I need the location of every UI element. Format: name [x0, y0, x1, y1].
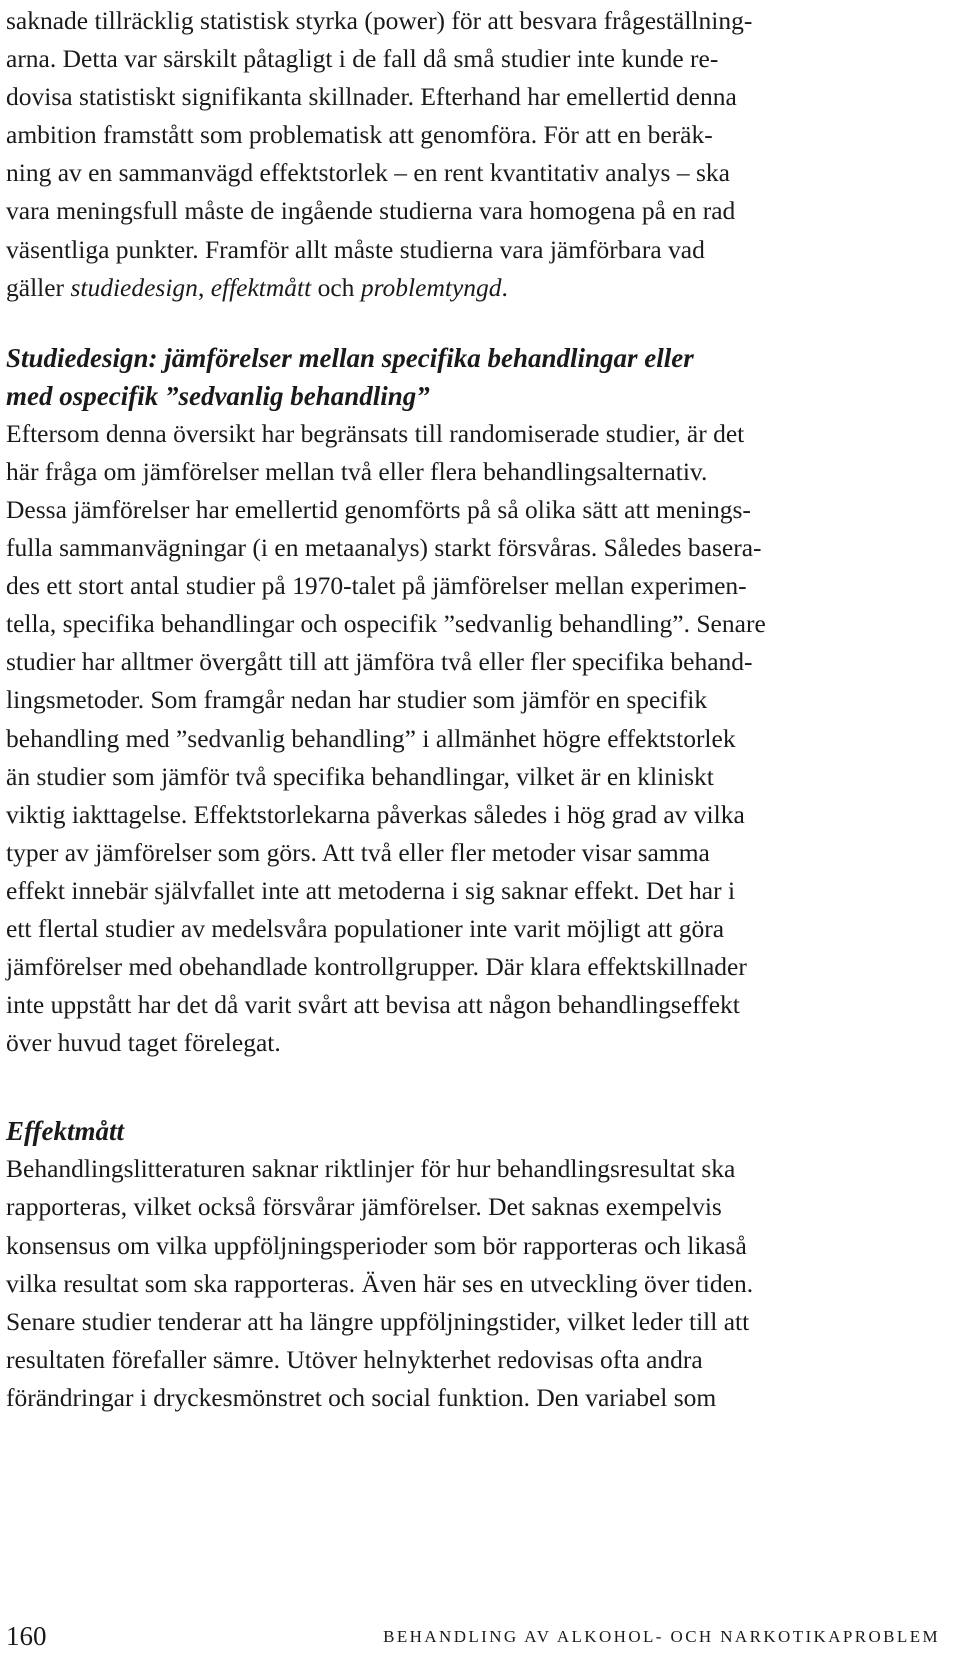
term-problemtyngd: problemtyngd: [360, 272, 502, 302]
paragraph-intro: [6, 2, 946, 307]
section-heading-effektmatt: Effektmått: [6, 1116, 124, 1147]
separator-comma: ,: [197, 272, 211, 302]
term-studiedesign: studiedesign: [70, 272, 198, 302]
paragraph-studiedesign: Eftersom denna översikt har begränsats till randomiserade studier, är det här fråga om jämförelser mellan två eller flera behandlingsalternativ. Dessa jämförelser har emellertid genomförts på så olika sätt att menings- fulla sammanvägningar (i en metaanalys) starkt försvåras. Således basera- des ett stort antal studier på 1970-talet på jämförelser mellan experimen- tella, specifika behandlingar och ospecifik ”sedvanlig behandling”. Senare studier har alltmer övergått till att jämföra två eller fler specifika behand- lingsmetoder. Som framgår nedan har studier som jämför en specifik behandling med ”sedvanlig behandling” i allmänhet högre effektstorlek än studier som jämför två specifika behandlingar, vilket är en kliniskt viktig iakttagelse. Effektstorlekarna påverkas således i hög grad av vilka typer av jämförelser som görs. Att två eller fler metoder visar samma effekt innebär självfallet inte att metoderna i sig saknar effekt. Det har i ett flertal studier av medelsvåra populationer inte varit möjligt att göra jämförelser med obehandlade kontrollgrupper. Där klara effektskillnader inte uppstått har det då varit svårt att bevisa att någon behandlingseffekt över huvud taget förelegat.: [6, 418, 766, 1058]
separator-och: och: [311, 272, 361, 302]
paragraph-intro-end: .: [501, 272, 508, 302]
page-footer: [6, 1618, 940, 1654]
paragraph-intro-tail-prefix: gäller: [6, 272, 71, 302]
running-head: BEHANDLING AV ALKOHOL- OCH NARKOTIKAPROBLEM: [383, 1627, 940, 1646]
paragraph-effektmatt: Behandlingslitteraturen saknar riktlinjer för hur behandlingsresultat ska rapporteras, vilket också försvårar jämförelser. Det saknas exempelvis konsensus om vilka uppföljningsperioder som bör rapporteras och likaså vilka resultat som ska rapporteras. Även här ses en utveckling över tiden. Senare studier tenderar att ha längre uppföljningstider, vilket leder till att resultaten förefaller sämre. Utöver helnykterhet redovisas ofta andra förändringar i dryckesmönstret och social funktion. Den variabel som: [6, 1154, 754, 1412]
paragraph-intro-lines: saknade tillräcklig statistisk styrka (power) för att besvara frågeställning- arna. Detta var särskilt påtagligt i de fall då små studier inte kunde re- dovisa statistiskt signifikanta skillnader. Efterhand har emellertid denna ambition framstått som problematisk att genomföra. För att en beräk- ning av en sammanvägd effektstorlek – en rent kvantitativ analys – ska vara meningsfull måste de ingående studierna vara homogena på en rad väsentliga punkter. Framför allt måste studierna vara jämförbara vad: [6, 6, 753, 264]
term-effektmatt: effektmått: [210, 272, 312, 302]
section-heading-studiedesign: Studiedesign: jämförelser mellan specifika behandlingar eller med ospecifik ”sedvanlig behandling”: [6, 342, 694, 411]
page-number: 160: [6, 1621, 47, 1651]
page-body: [6, 0, 946, 1417]
